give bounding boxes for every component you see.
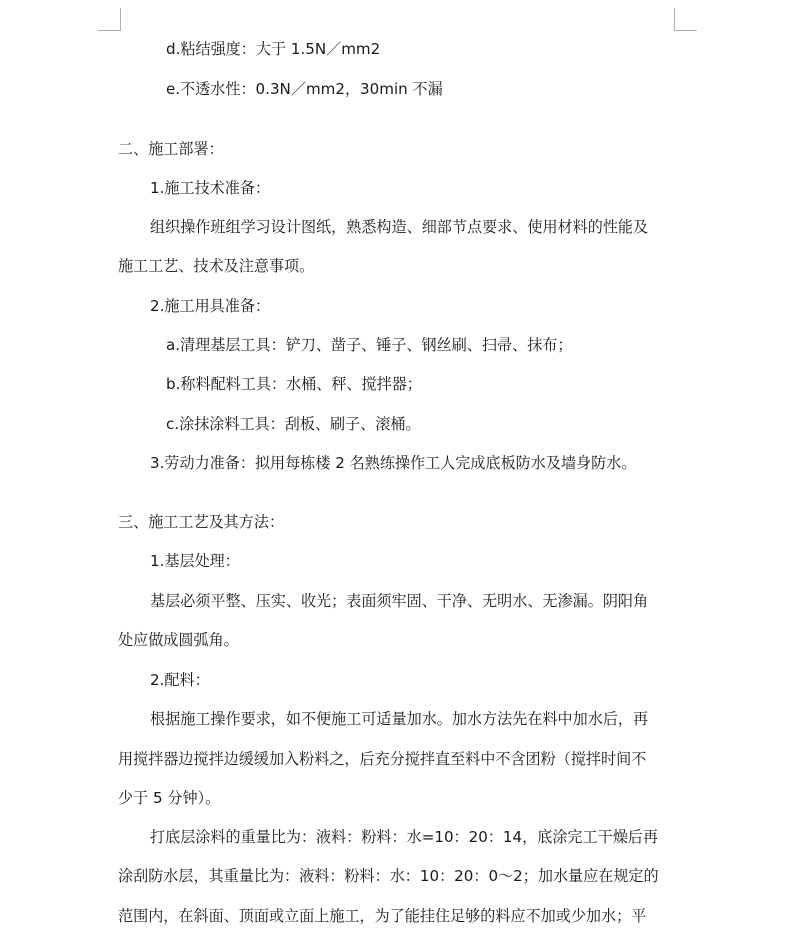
paragraph-line: 处应做成圆弧角。 — [118, 631, 239, 649]
subheading-2-1: 1.施工技术准备： — [150, 179, 271, 197]
list-item: c.涂抹涂料工具：刮板、刷子、滚桶。 — [166, 415, 421, 433]
spec-line-d: d.粘结强度：大于 1.5N／mm2 — [166, 40, 381, 58]
list-item: a.清理基层工具：铲刀、凿子、锤子、钢丝刷、扫帚、抹布； — [166, 336, 573, 354]
subheading-2-3: 3.劳动力准备：拟用每栋楼 2 名熟练操作工人完成底板防水及墙身防水。 — [150, 454, 637, 472]
paragraph-line: 基层必须平整、压实、收光；表面须牢固、干净、无明水、无渗漏。阴阳角 — [150, 592, 649, 610]
margin-corner-mark-left — [98, 8, 121, 31]
paragraph-line: 范围内，在斜面、顶面或立面上施工，为了能挂住足够的料应不加或少加水；平 — [118, 907, 647, 925]
section-heading-3: 三、施工工艺及其方法： — [118, 513, 285, 531]
subheading-3-1: 1.基层处理： — [150, 552, 240, 570]
margin-corner-mark-right — [674, 8, 697, 31]
paragraph-line: 用搅拌器边搅拌边缓缓加入粉料之，后充分搅拌直至料中不含团粉（搅拌时间不 — [118, 750, 647, 768]
subheading-3-2: 2.配料： — [150, 671, 210, 689]
paragraph-line: 少于 5 分钟）。 — [118, 789, 221, 807]
subheading-2-2: 2.施工用具准备： — [150, 297, 271, 315]
paragraph-line: 根据施工操作要求，如不便施工可适量加水。加水方法先在料中加水后，再 — [150, 710, 649, 728]
paragraph-line: 施工工艺、技术及注意事项。 — [118, 257, 315, 275]
section-heading-2: 二、施工部署： — [118, 140, 224, 158]
paragraph-line: 打底层涂料的重量比为：液料：粉料：水=10：20：14，底涂完工干燥后再 — [150, 828, 658, 846]
spec-line-e: e.不透水性：0.3N／mm2，30min 不漏 — [166, 80, 443, 98]
paragraph-line: 涂刮防水层，其重量比为：液料：粉料：水：10：20：0～2；加水量应在规定的 — [118, 867, 659, 885]
list-item: b.称料配料工具：水桶、秤、搅拌器； — [166, 375, 422, 393]
paragraph-line: 组织操作班组学习设计图纸，熟悉构造、细部节点要求、使用材料的性能及 — [150, 218, 649, 236]
